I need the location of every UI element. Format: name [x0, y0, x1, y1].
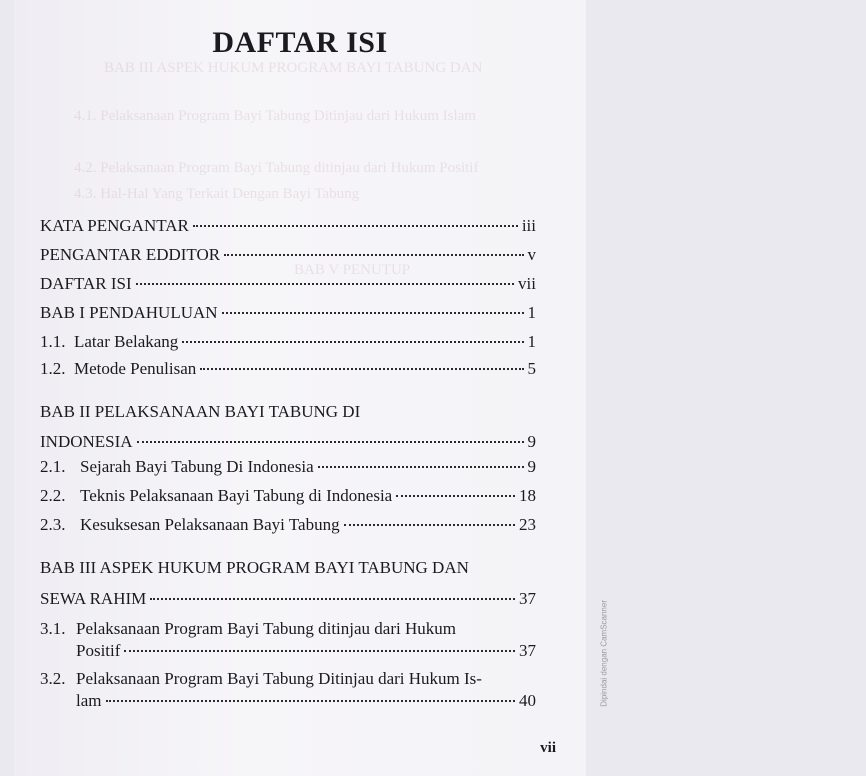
leader-dots: [224, 254, 523, 256]
toc-entry[interactable]: [40, 668, 536, 712]
toc-entry[interactable]: [40, 401, 536, 453]
toc-page-number: 1: [527, 332, 536, 351]
toc-entry[interactable]: [40, 618, 536, 662]
toc-label: Latar Belakang: [74, 332, 179, 351]
leader-dots: [136, 283, 514, 285]
toc-label: DAFTAR ISI: [40, 274, 132, 293]
toc-label: Teknis Pelaksanaan Bayi Tabung di Indonesia: [80, 486, 393, 505]
scanner-watermark: Dipindai dengan CamScanner: [600, 600, 609, 707]
toc-page-number: 1: [527, 303, 536, 322]
toc-entry[interactable]: [40, 302, 536, 324]
toc-label: PENGANTAR EDDITOR: [40, 245, 221, 264]
section-number: 1.2.: [40, 359, 66, 378]
leader-dots: [124, 650, 515, 652]
section-number: 1.1.: [40, 332, 66, 351]
toc-page-number: 18: [519, 486, 536, 505]
toc-entry[interactable]: [40, 244, 536, 266]
section-number: 3.2.: [40, 669, 66, 688]
toc-page-number: 9: [527, 457, 536, 476]
toc-entry[interactable]: [40, 215, 536, 237]
bleed-through-text: BAB V PENUTUP: [294, 262, 411, 278]
toc-label: KATA PENGANTAR: [40, 216, 189, 235]
toc-label-line: Pelaksanaan Program Bayi Tabung ditinjau dari Hukum: [76, 619, 456, 638]
section-number: 2.1.: [40, 457, 66, 476]
page-folio: vii: [540, 740, 556, 756]
leader-dots: [137, 441, 524, 443]
leader-dots: [193, 225, 518, 227]
toc-page-number: iii: [521, 216, 536, 235]
toc-label-line: Pelaksanaan Program Bayi Tabung Ditinjau dari Hukum Is-: [76, 669, 482, 688]
leader-dots: [106, 700, 516, 702]
toc-entry[interactable]: [40, 358, 536, 380]
leader-dots: [396, 495, 515, 497]
toc-label: INDONESIA: [40, 432, 133, 451]
leader-dots: [200, 368, 523, 370]
section-number: 2.2.: [40, 486, 66, 505]
leader-dots: [182, 341, 523, 343]
bleed-through-text: BAB III ASPEK HUKUM PROGRAM BAYI TABUNG DAN: [104, 60, 483, 76]
toc-label: Positif: [76, 641, 121, 660]
leader-dots: [318, 466, 524, 468]
toc-entry[interactable]: [40, 273, 536, 295]
toc-label-line: BAB II PELAKSANAAN BAYI TABUNG DI: [40, 402, 361, 421]
toc-page-number: 40: [519, 691, 536, 710]
leader-dots: [150, 598, 515, 600]
toc-entry[interactable]: [40, 557, 536, 610]
section-number: 2.3.: [40, 515, 66, 534]
leader-dots: [222, 312, 524, 314]
toc-page-number: vii: [518, 274, 536, 293]
page-title: DAFTAR ISI: [212, 26, 388, 59]
toc-page-number: 37: [519, 589, 536, 608]
toc-entry[interactable]: [40, 331, 536, 353]
bleed-through-text: 4.1. Pelaksanaan Program Bayi Tabung Ditinjau dari Hukum Islam: [74, 108, 476, 124]
toc-label: Sejarah Bayi Tabung Di Indonesia: [80, 457, 314, 476]
toc-label: BAB I PENDAHULUAN: [40, 303, 218, 322]
bleed-through-text: 4.3. Hal-Hal Yang Terkait Dengan Bayi Tabung: [74, 186, 360, 202]
leader-dots: [344, 524, 515, 526]
toc-label: Kesuksesan Pelaksanaan Bayi Tabung: [80, 515, 340, 534]
toc-entry[interactable]: [40, 514, 536, 536]
toc-label: SEWA RAHIM: [40, 589, 147, 608]
toc-entry[interactable]: [40, 485, 536, 507]
toc-page-number: 23: [519, 515, 536, 534]
toc-label-line: BAB III ASPEK HUKUM PROGRAM BAYI TABUNG DAN: [40, 558, 469, 577]
toc-page-number: 37: [519, 641, 536, 660]
toc-entry[interactable]: [40, 456, 536, 478]
toc-page-number: 9: [527, 432, 536, 451]
bleed-through-text: 4.2. Pelaksanaan Program Bayi Tabung ditinjau dari Hukum Positif: [74, 160, 479, 176]
toc-page-number: v: [527, 245, 536, 264]
toc-label: Metode Penulisan: [74, 359, 197, 378]
toc-label: lam: [76, 691, 102, 710]
toc-page-number: 5: [527, 359, 536, 378]
section-number: 3.1.: [40, 619, 66, 638]
